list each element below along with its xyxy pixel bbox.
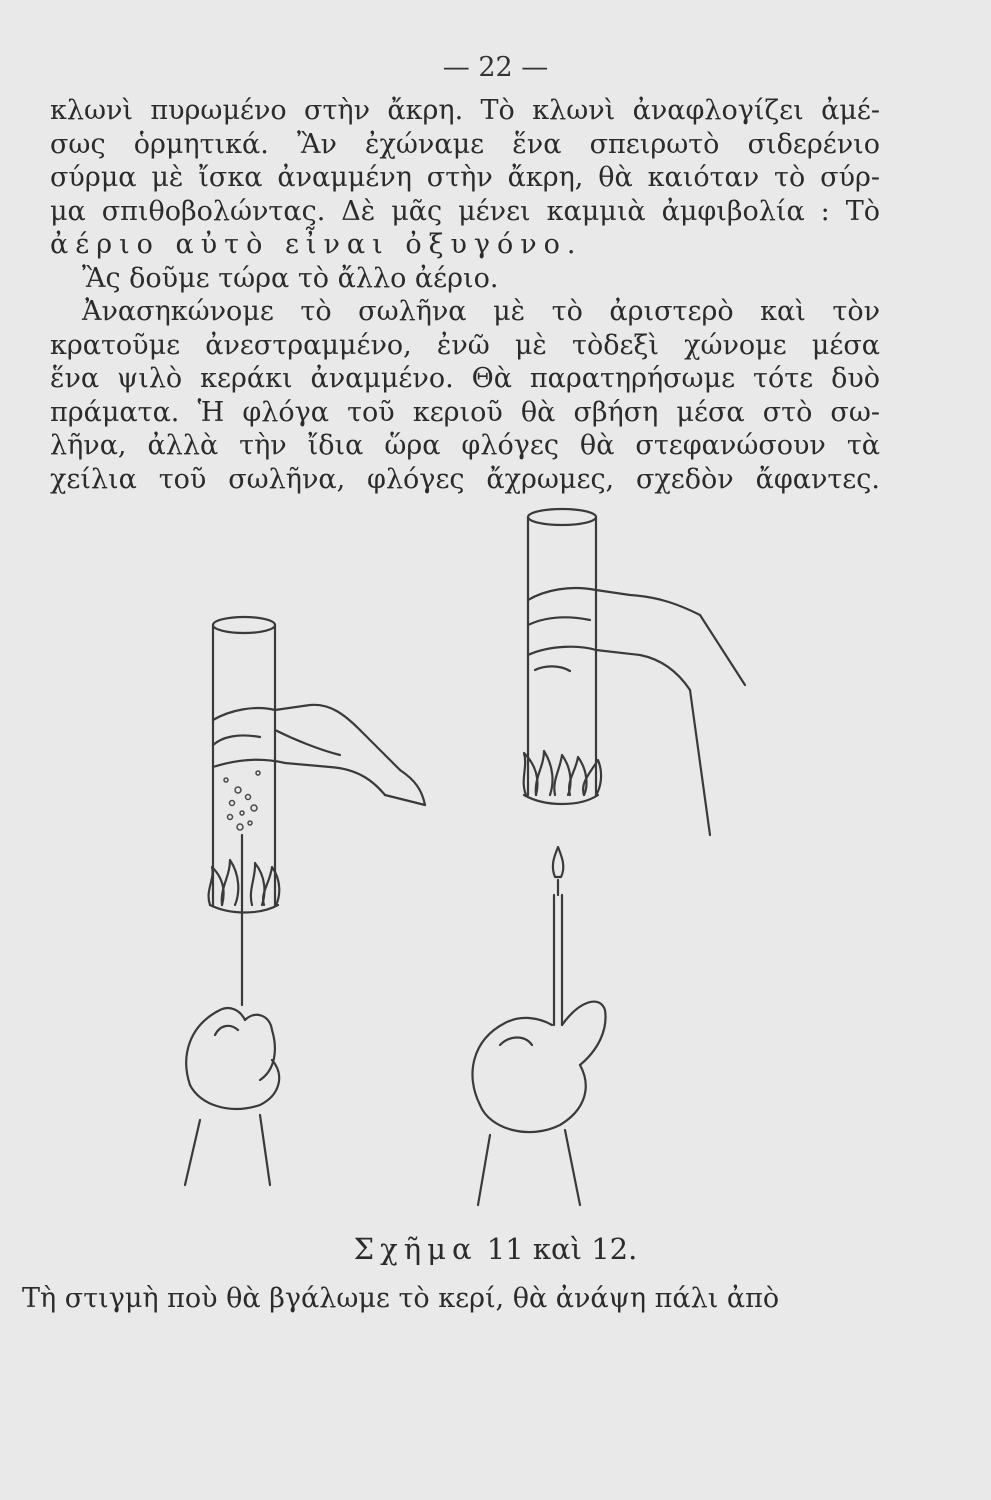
hand-holding-tube-icon: [213, 705, 425, 805]
continuation-line: Τὴ στιγμὴ ποὺ θὰ βγάλωμε τὸ κερί, θὰ ἀνάψη πάλι ἀπὸ: [22, 1283, 780, 1314]
text-line: λῆνα, ἀλλὰ τὴν ἴδια ὥρα φλόγες θὰ στεφανώσουν τὰ: [50, 430, 880, 461]
text-line: Ἀνασηκώνομε τὸ σωλῆνα μὲ τὸ ἀριστερὸ καὶ τὸν: [82, 296, 880, 327]
caption-numbers: 11 καὶ 12.: [486, 1232, 638, 1266]
text-line: σως ὁρμητικά. Ἂν ἐχώναμε ἕνα σπειρωτὸ σιδερένιο: [50, 128, 880, 160]
flame-icon: [524, 751, 601, 804]
page-number: — 22 —: [442, 52, 549, 83]
figure-11-drawing: [185, 617, 425, 1185]
emphasized-conclusion: ἀέριο αὐτὸ εἶναι ὀξυγόνο.: [50, 229, 583, 260]
text-line: σύρμα μὲ ἴσκα ἀναμμένη στὴν ἄκρη, θὰ καιόταν τὸ σύρ-: [50, 162, 880, 193]
candle-icon: [553, 847, 563, 1025]
text-line: κρατοῦμε ἀνεστραμμένο, ἐνῶ μὲ τὸδεξὶ χώνομε μέσα: [50, 329, 880, 361]
caption-word: Σχῆμα: [353, 1232, 478, 1266]
figure-caption: [0, 1232, 991, 1266]
gas-bubbles-icon: [224, 771, 260, 830]
flame-icon: [209, 860, 280, 913]
text-line: κλωνὶ πυρωμένο στὴν ἄκρη. Τὸ κλωνὶ ἀναφλογίζει ἀμέ-: [50, 95, 880, 126]
text-line: Ἂς δοῦμε τώρα τὸ ἄλλο ἀέριο.: [82, 262, 499, 294]
hand-holding-splint-icon: [185, 1008, 279, 1185]
hand-holding-tube-icon: [528, 588, 745, 835]
text-line: ἕνα ψιλὸ κεράκι ἀναμμένο. Θὰ παρατηρήσωμε τότε δυὸ: [50, 363, 880, 394]
experiment-illustration: [160, 505, 760, 1225]
figure-12-drawing: [472, 509, 745, 1205]
text-line: πράματα. Ἡ φλόγα τοῦ κεριοῦ θὰ σβήση μέσα στὸ σω-: [50, 396, 880, 428]
text-line: μα σπιθοβολώντας. Δὲ μᾶς μένει καμμιὰ ἀμφιβολία : Τὸ: [50, 195, 880, 227]
text-line: χείλια τοῦ σωλῆνα, φλόγες ἄχρωμες, σχεδὸν ἄφαντες.: [50, 463, 880, 495]
body-text: [50, 94, 880, 496]
hand-holding-candle-icon: [472, 1002, 605, 1205]
